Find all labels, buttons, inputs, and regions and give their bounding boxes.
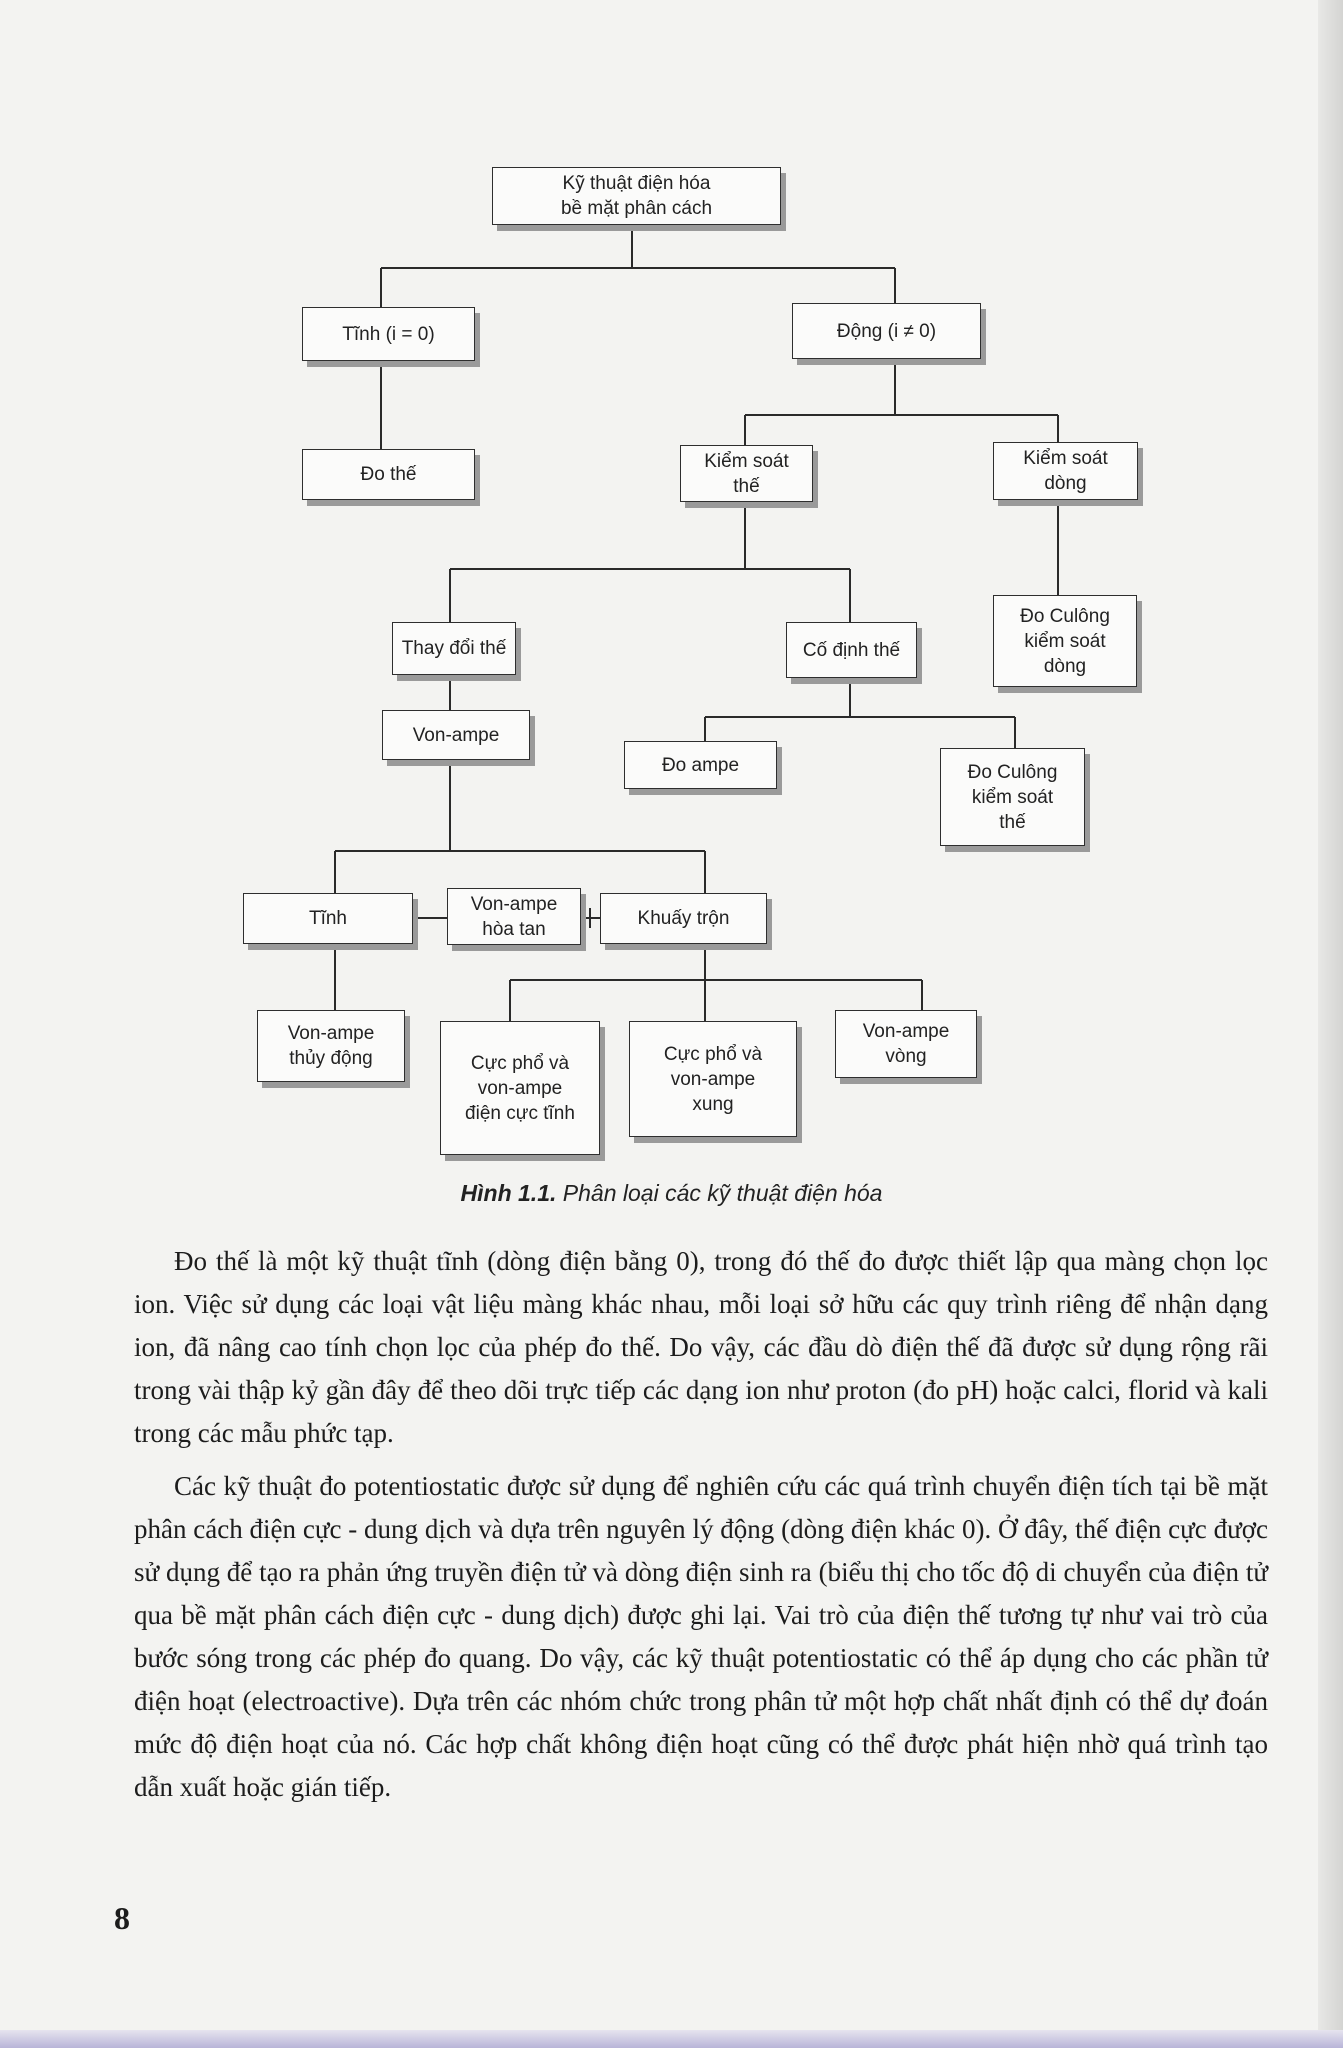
- node-variable-potential: Thay đổi thế: [392, 622, 516, 675]
- paragraph-potentiostatic: Các kỹ thuật đo potentiostatic được sử dụng để nghiên cứu các quá trình chuyển điện tích tại bề mặt phân cách điện cực - dung dịch và dựa trên nguyên lý động (dòng điện khác 0). Ở đây, thế điện cực được sử dụng để tạo ra phản ứng truyền điện tử và dòng điện sinh ra (biểu thị cho tốc độ di chuyển của điện tử qua bề mặt phân cách điện cực - dung dịch) được ghi lại. Vai trò của điện thế tương tự như vai trò của bước sóng trong các phép đo quang. Do vậy, các kỹ thuật potentiostatic có thể áp dụng cho các phần tử điện hoạt (electroactive). Dựa trên các nhóm chức trong phân tử một hợp chất nhất định có thể dự đoán mức độ điện hoạt của nó. Các hợp chất không điện hoạt cũng có thể được phát hiện nhờ quá trình tạo dẫn xuất hoặc gián tiếp.: [134, 1471, 1268, 1802]
- figure-caption-text: Phân loại các kỹ thuật điện hóa: [556, 1180, 883, 1206]
- node-hydrodynamic: Von-ampe thủy động: [257, 1010, 405, 1082]
- node-fixed-potential: Cố định thế: [786, 622, 917, 678]
- node-static: Tĩnh (i = 0): [302, 307, 475, 361]
- bottom-edge-strip: [0, 2030, 1343, 2048]
- node-dynamic: Động (i ≠ 0): [792, 303, 981, 359]
- node-voltammetry: Von-ampe: [382, 710, 530, 760]
- node-potentiometry: Đo thế: [302, 449, 475, 500]
- node-controlled-current: Kiểm soát dòng: [993, 442, 1138, 500]
- node-polarography-pulse: Cực phổ và von-ampe xung: [629, 1021, 797, 1137]
- node-amperometry: Đo ampe: [624, 741, 777, 789]
- page-number: 8: [114, 1900, 130, 1936]
- node-stirred: Khuấy trộn: [600, 893, 767, 944]
- node-cyclic: Von-ampe vòng: [835, 1010, 977, 1078]
- node-coulometry-current: Đo Culông kiểm soát dòng: [993, 595, 1137, 687]
- figure-caption: [0, 1180, 1343, 1207]
- node-stripping: Von-ampe hòa tan: [447, 888, 581, 945]
- node-coulometry-potential: Đo Culông kiểm soát thế: [940, 748, 1085, 846]
- node-stationary: Tĩnh: [243, 893, 413, 944]
- node-polarography-static: Cực phổ và von-ampe điện cực tĩnh: [440, 1021, 600, 1155]
- paragraph-potentiometry: Đo thế là một kỹ thuật tĩnh (dòng điện bằng 0), trong đó thế đo được thiết lập qua màng chọn lọc ion. Việc sử dụng các loại vật liệu màng khác nhau, mỗi loại sở hữu các quy trình riêng để nhận dạng ion, đã nâng cao tính chọn lọc của phép đo thế. Do vậy, các đầu dò điện thế đã được sử dụng rộng rãi trong vài thập kỷ gần đây để theo dõi trực tiếp các dạng ion như proton (đo pH) hoặc calci, florid và kali trong các mẫu phức tạp.: [134, 1246, 1268, 1448]
- node-root: Kỹ thuật điện hóa bề mặt phân cách: [492, 167, 781, 225]
- node-controlled-potential: Kiểm soát thế: [680, 445, 813, 502]
- figure-caption-label: Hình 1.1.: [460, 1180, 557, 1206]
